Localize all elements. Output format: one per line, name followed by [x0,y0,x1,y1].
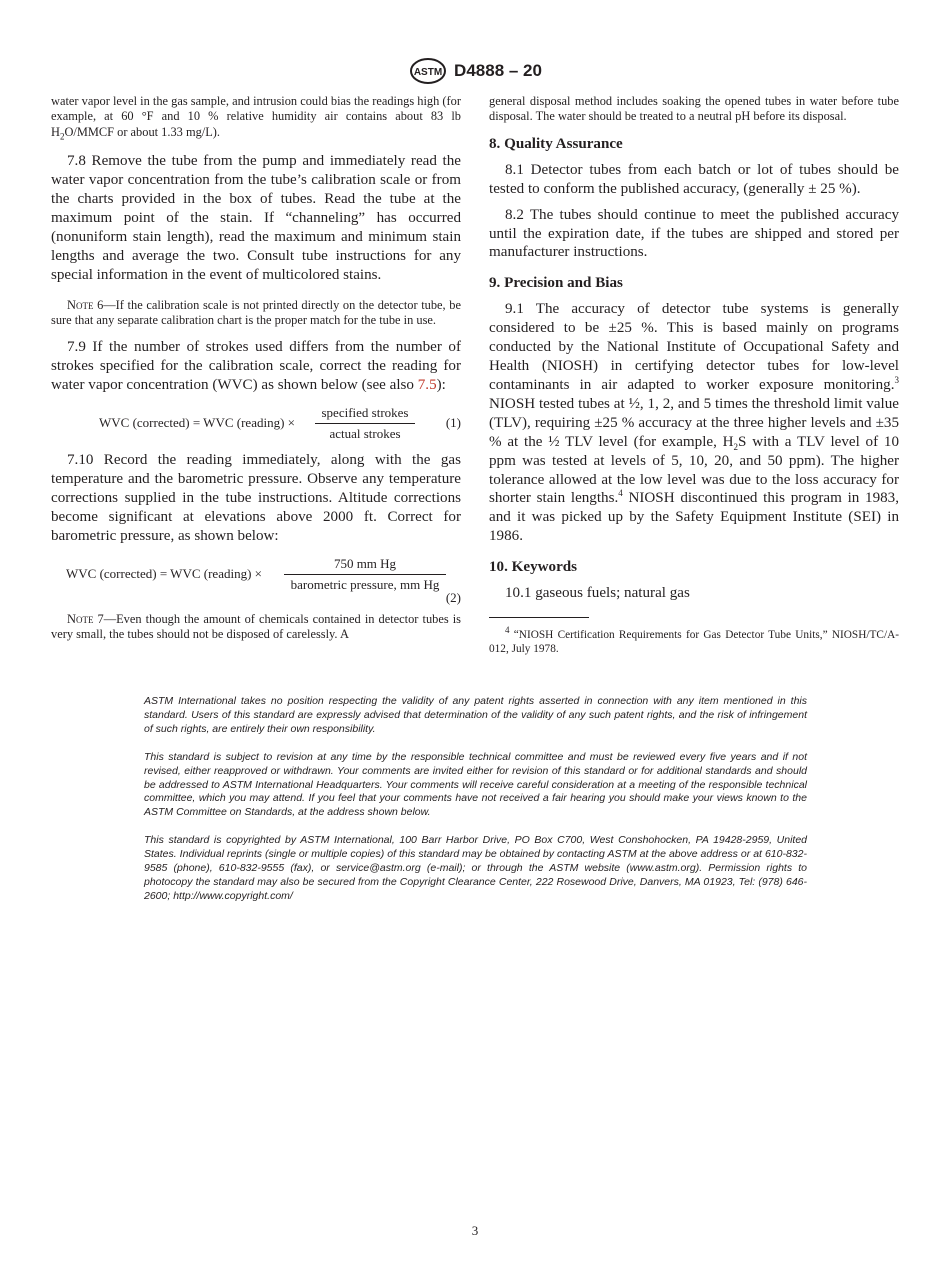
section-7-8: 7.8 Remove the tube from the pump and immediately read the water vapor concentration from the tube’s calibration scale or from the charts provided in the box of tubes. Read the tube at the maximum point of the stain. If “channeling” has occurred (nonuniform stain length), read the maximum and minimum stain lengths and average the two. Consult tube instructions for any special information in the event of multicolored stains. [51,153,461,283]
equation-1: WVC (corrected) = WVC (reading) × specified strokes actual strokes (1) [99,405,461,442]
section-7-10: 7.10 Record the reading immediately, along with the gas temperature and the barometric pressure. Observe any temperature corrections supplied in the tube instructions. Altitude corrections become significant at elevations above 2000 ft. Correct for barometric pressure, as shown below: [51,452,461,544]
legal-notice [144,695,807,918]
section-7-9: 7.9 If the number of strokes used differs from the number of strokes specified for the calibration scale, correct the reading for water vapor concentration (WVC) as shown below (see also 7.5): [51,339,461,394]
section-9-1: 9.1 The accuracy of detector tube systems is generally considered to be ±25 %. This is based mainly on programs conducted by the National Institute of Occupational Safety and Health (NIOSH) in certifying detector tubes for low-level contaminants in air adapted to worker exposure monitoring.$^3$ NIOSH tested tubes at ½, 1, 2, and 5 times the threshold limit value (TLV), requiring ±25 % accuracy at the three higher levels and ±35 % at the ½ TLV level (for example, $H_2S$ with a TLV level of 10 ppm was tested at levels of 5, 10, 20, and 50 ppm). The higher tolerance allowed at the low level was due to the loss accuracy for shorter stain lengths.$^4$ NIOSH discontinued this program in 1983, and it was picked up by the Safety Equipment Institute (SEI) in 1986. [489,301,899,545]
legal-revision-paragraph: This standard is subject to revision at any time by the responsible technical committee and must be reviewed every five years and if not revised, either reapproved or withdrawn. Your comments are invited either for revision of this standard or for additional standards and should be addressed to ASTM International Headquarters. Your comments will receive careful consideration at a meeting of the responsible technical committee, which you may attend. If you feel that your comments have not received a fair hearing you should make your views known to the ASTM Committee on Standards, at the address shown below. [144,750,807,819]
legal-patent-paragraph: ASTM International takes no position respecting the validity of any patent rights asserted in connection with any item mentioned in this standard. Users of this standard are expressly advised that determination of the validity of any such patent rights, and the risk of infringement of such rights, are entirely their own responsibility. [144,695,807,735]
footnote-4: $^4$ “NIOSH Certification Requirements for Gas Detector Tube Units,” NIOSH/TC/A-012, July 1978. [489,625,899,656]
footnote-divider [489,617,589,618]
astm-logo-icon [408,57,448,85]
standard-designation: D4888 – 20 [454,61,542,80]
equation-2-label: (2) [445,589,461,605]
left-column [51,94,461,642]
note-7: Note 7—Even though the amount of chemicals contained in detector tubes is very small, the tubes should not be disposed of carelessly. A [51,611,461,642]
equation-2-fraction: 750 mm Hg barometric pressure, mm Hg [284,556,446,593]
section-8-2: 8.2 The tubes should continue to meet the published accuracy until the expiration date, if the tubes are shipped and stored per manufacturer instructions. [489,206,899,261]
equation-1-fraction: specified strokes actual strokes [315,405,415,442]
section-8-1: 8.1 Detector tubes from each batch or lot of tubes should be tested to conform the published accuracy, (generally ± 25 %). [489,161,899,197]
continued-paragraph: water vapor level in the gas sample, and intrusion could bias the readings high (for example, at 60 °F and 10 % relative humidity air contains about 83 lb $H_2O$/MMCF or about 1.33 mg/L). [51,94,461,142]
legal-copyright-paragraph: This standard is copyrighted by ASTM International, 100 Barr Harbor Drive, PO Box C700, West Conshohocken, PA 19428-2959, United States. Individual reprints (single or multiple copies) of this standard may be obtained by contacting ASTM at the above address or at 610-832-9585 (phone), 610-832-9555 (fax), or service@astm.org (e-mail); or through the ASTM website (www.astm.org). Permission rights to photocopy the standard may also be secured from the Copyright Clearance Center, 222 Rosewood Drive, Danvers, MA 01923, Tel: (978) 646-2600; http://www.copyright.com/ [144,834,807,902]
continued-paragraph-right: general disposal method includes soaking the opened tubes in water before tube disposal. The water should be treated to a neutral pH before its disposal. [489,94,899,124]
heading-precision-bias: 9. Precision and Bias [489,275,623,292]
xref-7-5[interactable]: 7.5 [417,377,437,394]
svg-text:ASTM: ASTM [413,67,443,78]
equation-1-label: (1) [445,415,461,431]
page-header [0,57,950,85]
right-column [489,94,899,656]
heading-quality-assurance: 8. Quality Assurance [489,135,623,152]
section-10-1: 10.1 gaseous fuels; natural gas [505,585,690,602]
note-6: Note 6—If the calibration scale is not printed directly on the detector tube, be sure that any separate calibration chart is the proper match for the tube in use. [51,297,461,327]
page-number: 3 [471,1223,479,1238]
heading-keywords: 10. Keywords [489,559,578,576]
equation-2: WVC (corrected) = WVC (reading) × 750 mm Hg barometric pressure, mm Hg (2) [66,555,461,605]
